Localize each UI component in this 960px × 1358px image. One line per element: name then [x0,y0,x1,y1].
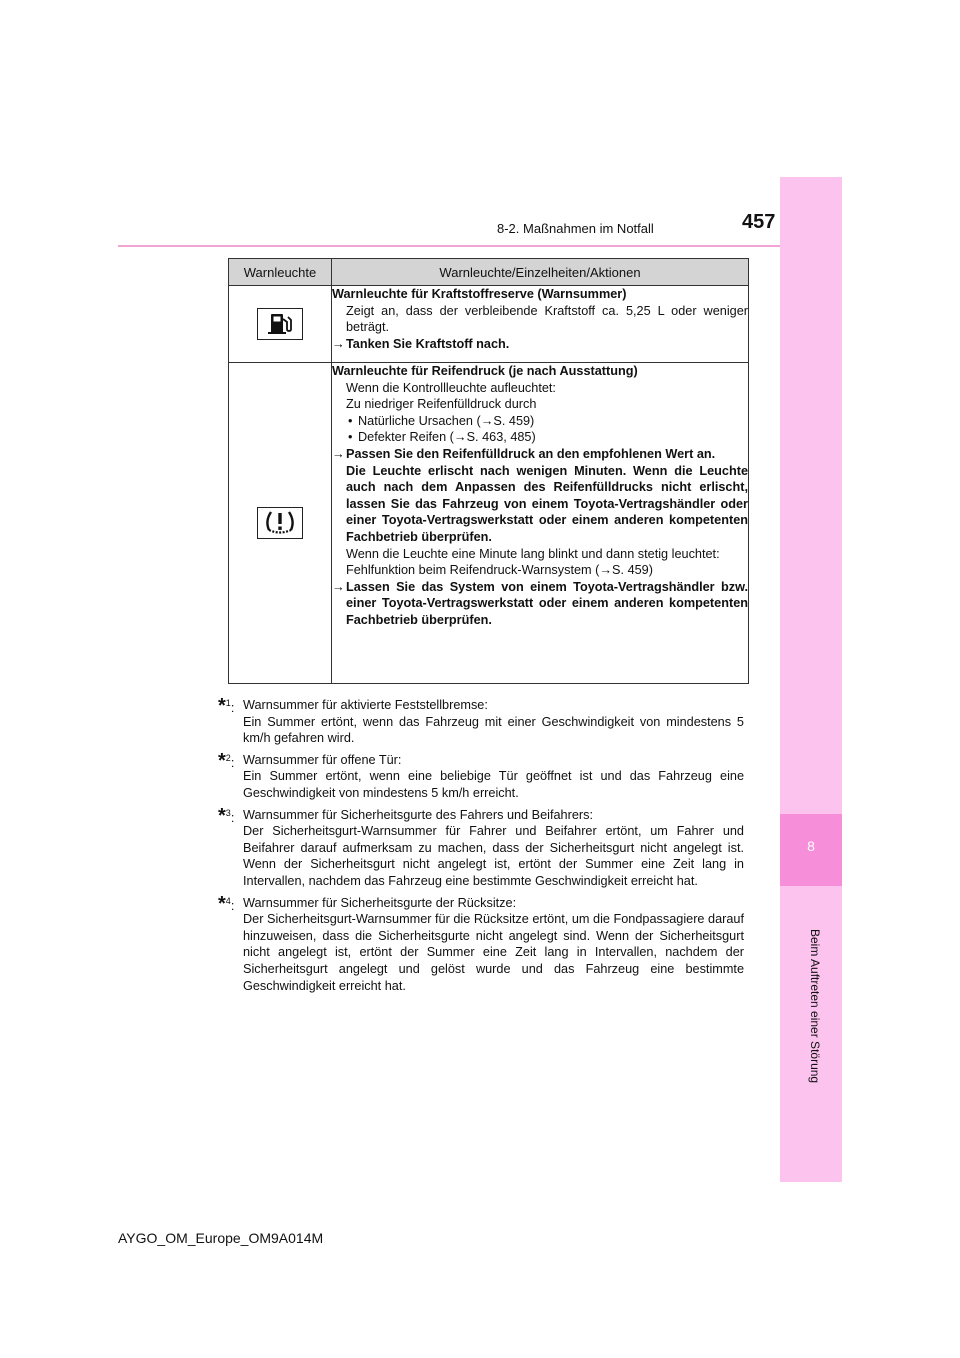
tire-pressure-blink-condition: Wenn die Leuchte eine Minute lang blinkt und dann stetig leuchtet: [346,546,720,561]
tire-pressure-condition: Wenn die Kontrollleuchte aufleuchtet: [346,380,556,395]
header-divider [118,245,780,247]
footnote-title: Warnsummer für Sicherheitsgurte der Rücksitze: [243,895,517,910]
tire-pressure-action-detail: Die Leuchte erlischt nach wenigen Minuten. Wenn die Leuchte auch nach dem Anpassen des Reifenfülldrucks nicht erlischt, lassen Sie das Fahrzeug von einem Toyota-Vertragshändler oder einer Toyota-Vertragswerkstatt oder einem anderen kompetenten Fachbetrieb überprüfen. [346,463,748,544]
footnote-title: Warnsummer für Sicherheitsgurte des Fahrers und Beifahrers: [243,807,593,822]
tire-pressure-description [332,363,749,684]
footnote-marker: *$^4$: [218,892,235,915]
tire-pressure-action: → Passen Sie den Reifenfülldruck an den empfohlenen Wert an. [332,446,716,461]
footnote-marker: *$^2$: [218,749,235,772]
tire-pressure-title: Warnleuchte für Reifendruck (je nach Ausstattung) [332,364,638,378]
footnote-title: Warnsummer für aktivierte Feststellbremse: [243,698,488,712]
footnote-text: Ein Summer ertönt, wenn eine beliebige Tür geöffnet ist und das Fahrzeug eine Geschwindigkeit von mindestens 5 km/h erreicht. [243,769,744,800]
table-row [229,286,749,363]
section-title: 8-2. Maßnahmen im Notfall [497,221,654,236]
footnote [218,892,744,995]
footnote-marker: *$^3$: [218,804,235,827]
list-item: • Defekter Reifen (→S. 463, 485) [348,430,536,445]
footnote-title: Warnsummer für offene Tür: [243,752,402,767]
chapter-title: Beim Auftreten einer Störung [808,929,822,1084]
footnote [218,697,744,747]
fuel-warning-description [332,286,749,363]
footnote-text: Der Sicherheitsgurt-Warnsummer für die Rücksitze ertönt, um die Fondpassagiere darauf hinzuweisen, dass die Sicherheitsgurte nicht angelegt sind. Wenn der Sicherheitsgurt nicht angelegt ist, ertönt der Summer eine Zeit lang in Intervallen, nachdem der Sicherheitsgurt angelegt und gelöst wurde und das Fahrzeug eine bestimmte Geschwindigkeit erreicht hat. [243,912,744,993]
footnotes [218,697,744,999]
footnote-marker: *$^1$: [218,695,235,717]
tire-pressure-malfunction: Fehlfunktion beim Reifendruck-Warnsystem (→S. 459) [346,563,653,578]
list-item: • Natürliche Ursachen (→S. 459) [348,413,535,428]
fuel-pump-icon [257,308,303,340]
fuel-warning-title: Warnleuchte für Kraftstoffreserve (Warnsummer) [332,287,627,301]
warning-light-table [228,258,749,684]
tire-pressure-cause: Zu niedriger Reifenfülldruck durch [346,397,537,412]
table-row [229,363,749,684]
footnote-text: Ein Summer ertönt, wenn das Fahrzeug mit einer Geschwindigkeit von mindestens 5 km/h gefahren wird. [243,714,744,746]
document-code: AYGO_OM_Europe_OM9A014M [118,1230,324,1246]
table-header-row [229,259,749,286]
tire-pressure-system-action: → Lassen Sie das System von einem Toyota-Vertragshändler bzw. einer Toyota-Vertragswerkstatt oder einem anderen kompetenten Fachbetrieb überprüfen. [332,579,748,627]
fuel-warning-action: → Tanken Sie Kraftstoff nach. [332,336,510,351]
footnote-text: Der Sicherheitsgurt-Warnsummer für Fahrer und Beifahrer ertönt, um Fahrer und Beifahrer darauf aufmerksam zu machen, dass der Sicherheitsgurt nicht angelegt ist. Wenn der Sicherheitsgurt nicht angelegt ist, ertönt der Summer eine Zeit lang in Intervallen, nachdem das Fahrzeug eine bestimmte Geschwindigkeit erreicht hat. [243,824,744,888]
footnote [218,804,744,890]
tire-pressure-icon [257,507,303,539]
fuel-warning-text: Zeigt an, dass der verbleibende Kraftstoff ca. 5,25 L oder weniger beträgt. [346,303,748,335]
column-header-icon: Warnleuchte [229,259,332,286]
chapter-number: 8 [807,838,815,854]
column-header-description: Warnleuchte/Einzelheiten/Aktionen [332,259,749,286]
icon-cell [229,363,332,684]
icon-cell [229,286,332,363]
page-number: 457 [742,211,776,233]
footnote [218,749,744,802]
